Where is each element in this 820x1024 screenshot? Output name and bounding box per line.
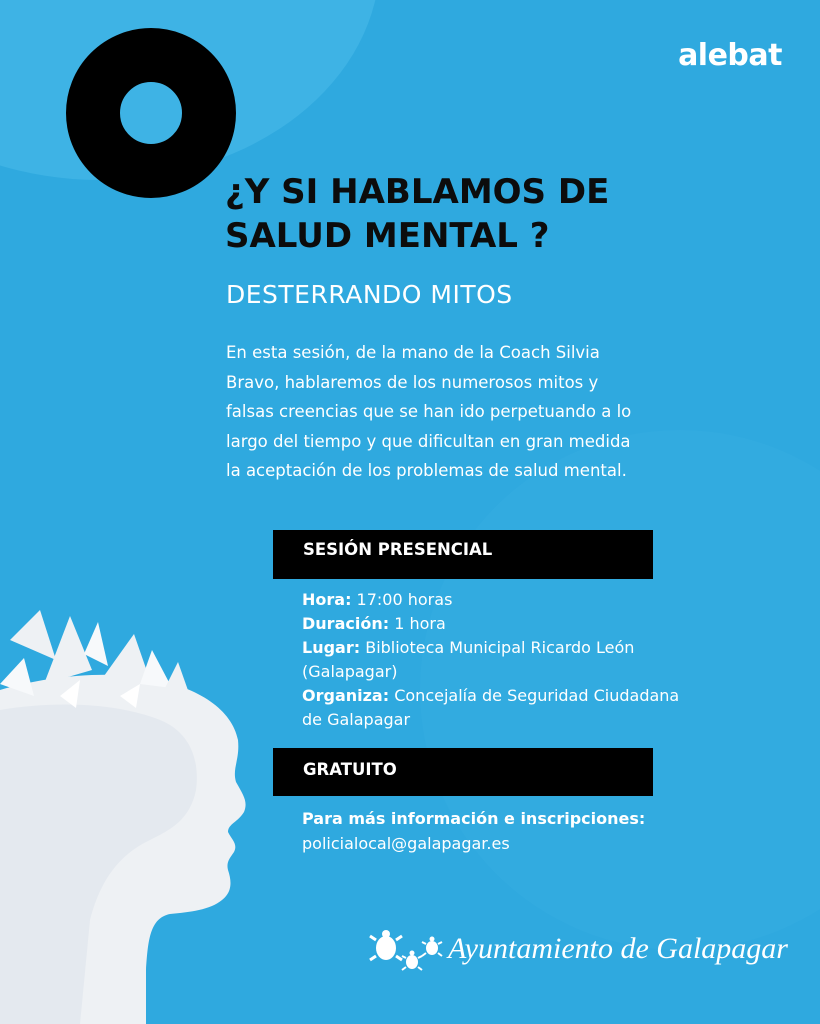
place-label: Lugar: [302, 638, 361, 657]
session-type-banner: SESIÓN PRESENCIAL [273, 530, 653, 579]
title-line-1: ¿Y SI HABLAMOS DE [225, 172, 610, 212]
event-description [226, 338, 706, 486]
time-label: Hora: [302, 590, 352, 609]
description-line: Bravo, hablaremos de los numerosos mitos y [226, 372, 599, 392]
contact-info [302, 806, 772, 856]
organizer-value: Concejalía de Seguridad Ciudadana [389, 686, 680, 705]
duration-value: 1 hora [389, 614, 446, 633]
contact-label: Para más información e inscripciones: [302, 809, 646, 828]
organizer-row [302, 684, 772, 708]
duration-label: Duración: [302, 614, 390, 633]
place-row-continued: (Galapagar) [302, 662, 398, 681]
time-value: 17:00 horas [351, 590, 453, 609]
description-line: largo del tiempo y que dificultan en gran medida [226, 431, 631, 451]
alebat-logo: alebat [678, 38, 782, 73]
description-line: En esta sesión, de la mano de la Coach Silvia [226, 343, 600, 362]
time-row [302, 588, 772, 612]
price-banner: GRATUITO [273, 748, 653, 796]
duration-row [302, 612, 772, 636]
place-value: Biblioteca Municipal Ricardo León [360, 638, 635, 657]
description-line: la aceptación de los problemas de salud mental. [226, 461, 627, 480]
organizer-label: Organiza: [302, 686, 390, 705]
turtles-emblem-icon [368, 926, 444, 976]
ring-graphic [66, 28, 236, 198]
place-row [302, 636, 772, 660]
title-line-2: SALUD MENTAL ? [225, 216, 550, 256]
organizer-row-continued: de Galapagar [302, 710, 411, 729]
broken-head-silhouette-icon [0, 600, 300, 1024]
contact-email-link[interactable]: policialocal@galapagar.es [302, 834, 510, 853]
description-line: falsas creencias que se han ido perpetuando a lo [226, 402, 632, 421]
session-details [302, 588, 772, 732]
page-subtitle: DESTERRANDO MITOS [226, 280, 513, 309]
organization-name: Ayuntamiento de Galapagar [448, 932, 788, 965]
page-title [225, 170, 785, 258]
